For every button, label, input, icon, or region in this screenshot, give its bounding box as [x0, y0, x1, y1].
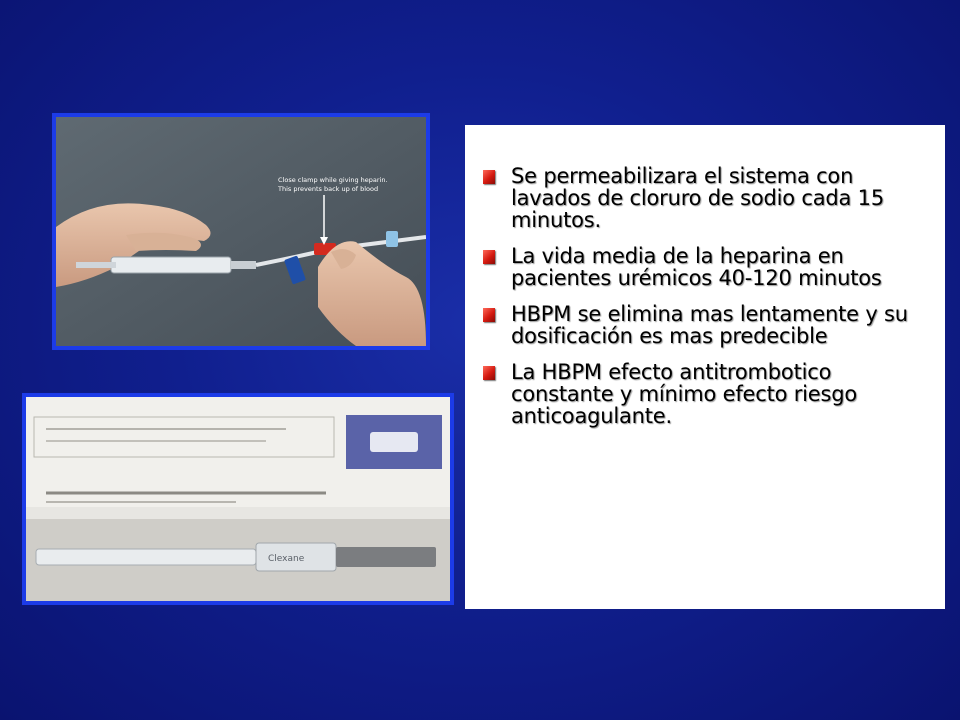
text-panel: [465, 125, 945, 609]
bullet-text: La HBPM efecto antitrombotico constante y mínimo efecto riesgo anticoagulante.: [511, 360, 858, 428]
bullet-item: [483, 165, 927, 231]
bullet-text: Se permeabilizara el sistema con lavados de cloruro de sodio cada 15 minutos.: [511, 164, 884, 232]
bullet-marker-icon: [483, 366, 495, 380]
bullet-item: [483, 245, 927, 289]
heparin-syringe-illustration: [56, 117, 426, 346]
bullet-list: [465, 125, 945, 427]
bullet-marker-icon: [483, 170, 495, 184]
bullet-marker-icon: [483, 250, 495, 264]
photo-annotation-line1: Close clamp while giving heparin.: [278, 176, 388, 184]
bullet-item: [483, 303, 927, 347]
prefilled-syringe-photo: [22, 393, 454, 605]
bullet-text: La vida media de la heparina en pacientes urémicos 40-120 minutos: [511, 244, 882, 290]
package-brand: Clexane: [268, 554, 305, 564]
heparin-syringe-photo: [52, 113, 430, 350]
prefilled-syringe-illustration: [26, 397, 450, 601]
bullet-text: HBPM se elimina mas lentamente y su dosificación es mas predecible: [511, 302, 908, 348]
bullet-marker-icon: [483, 308, 495, 322]
bullet-item: [483, 361, 927, 427]
photo-annotation-line2: This prevents back up of blood: [278, 185, 379, 193]
